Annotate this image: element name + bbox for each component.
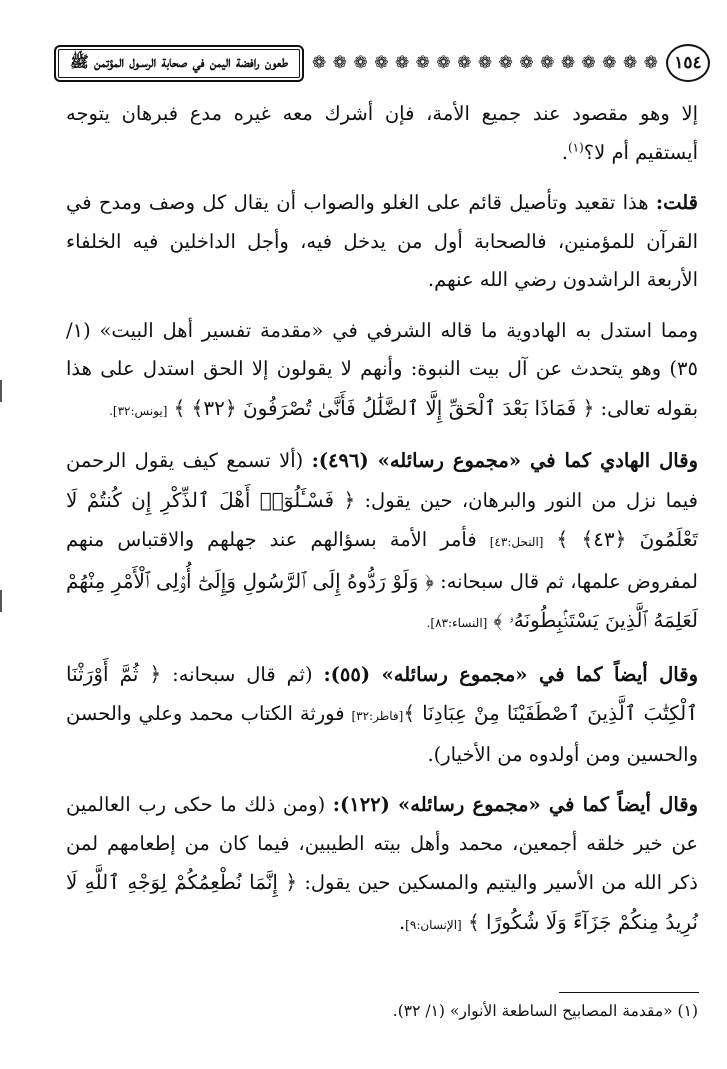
margin-mark bbox=[0, 590, 2, 612]
paragraph-3: ومما استدل به الهادوية ما قاله الشرفي في «مقدمة تفسير أهل البيت» (١/ ٣٥) وهو يتحدث عن آل بيت النبوة: وأنهم لا يقولون إلا الحق استدل على هذا بقوله تعالى: ﴿ فَمَاذَا بَعْدَ ٱلْحَقِّ إِلَّا ٱلضَّلَٰلُ فَأَنَّىٰ تُصْرَفُونَ ﴿٣٢﴾ ﴾ [يونس:٣٢]. bbox=[66, 318, 698, 420]
ornament-icon: ❁ bbox=[581, 53, 596, 73]
footnote-marker[interactable]: (١) bbox=[567, 140, 584, 154]
quran-verse: ﴿ فَسْـَٔلُوٓا۟ أَهْلَ ٱلذِّكْرِ إِن كُنتُمْ لَا تَعْلَمُونَ ﴿٤٣﴾ ﴾ bbox=[66, 487, 698, 551]
ornament-icon: ❁ bbox=[498, 53, 513, 73]
verse-reference: [فاطر:٣٢] bbox=[351, 709, 404, 723]
running-title: طعون رافضة اليمن في صحابة الرسـول المؤتمن ﷺ bbox=[54, 45, 304, 82]
ornament-icon: ❁ bbox=[540, 53, 555, 73]
footnote-separator bbox=[559, 992, 699, 993]
quran-verse: ﴿ فَمَاذَا بَعْدَ ٱلْحَقِّ إِلَّا ٱلضَّلَٰلُ فَأَنَّىٰ تُصْرَفُونَ ﴿٣٢﴾ ﴾ bbox=[173, 395, 595, 420]
paragraph-4: وقال الهادي كما في «مجموع رسائله» (٤٩٦): (ألا تسمع كيف يقول الرحمن فيما نزل من النور والبرهان، حين يقول: ﴿ فَسْـَٔلُوٓا۟ أَهْلَ ٱلذِّكْرِ إِن كُنتُمْ لَا تَعْلَمُونَ ﴿٤٣﴾ ﴾ [النحل:٤٣] فأمر الأمة بسؤالهم عند جهلهم والاقتباس منهم لمفروض علمها، ثم قال سبحانه: ﴿ وَلَوْ رَدُّوهُ إِلَى ٱلرَّسُولِ وَإِلَىٰٓ أُو۟لِى ٱلْأَمْرِ مِنْهُمْ لَعَلِمَهُ ٱلَّذِينَ يَسْتَنۢبِطُونَهُۥ ﴾ [النساء:٨٣]. bbox=[66, 449, 698, 632]
footnote: (١) «مقدمة المصابيح الساطعة الأنوار» (١/ ٣٢). bbox=[392, 1002, 698, 1020]
ornament-icon: ❁ bbox=[332, 53, 347, 73]
quran-verse: ﴿ وَلَوْ رَدُّوهُ إِلَى ٱلرَّسُولِ وَإِلَىٰٓ أُو۟لِى ٱلْأَمْرِ مِنْهُمْ لَعَلِمَهُ ٱلَّذِينَ يَسْتَنۢبِطُونَهُۥ ﴾ bbox=[66, 568, 698, 632]
paragraph-2: قلت: هذا تقعيد وتأصيل قائم على الغلو والصواب أن يقال كل وصف ومدح في القرآن للمؤمنين، فالصحابة أول من يدخل فيه، وأجل الداخلين فيه الخلفاء الأربعة الراشدون رضي الله عنهم. bbox=[66, 191, 698, 291]
ornament-icon: ❁ bbox=[457, 53, 472, 73]
ornament-icon: ❁ bbox=[602, 53, 617, 73]
verse-reference: [النحل:٤٣] bbox=[489, 535, 544, 549]
ornament-icon: ❁ bbox=[312, 53, 327, 73]
page-body bbox=[66, 95, 698, 950]
verse-reference: [الإنسان:٩] bbox=[405, 917, 462, 932]
ornament-icon: ❁ bbox=[560, 53, 576, 73]
ornament-icon: ❁ bbox=[353, 53, 368, 73]
ornament-icon: ❁ bbox=[374, 53, 389, 73]
paragraph-6: وقال أيضاً كما في «مجموع رسائله» (١٢٢): (ومن ذلك ما حكى رب العالمين عن خير خلقه أجمعين، محمد وأهل بيته الطيبين، فيما كان من إطعامهم لمن ذكر الله من الأسير واليتيم والمسكين حين يقول: ﴿ إِنَّمَا نُطْعِمُكُمْ لِوَجْهِ ٱللَّهِ لَا نُرِيدُ مِنكُمْ جَزَآءً وَلَا شُكُورًا ﴾ [الإنسان:٩]. bbox=[66, 793, 698, 934]
ornament-icon: ❁ bbox=[519, 53, 534, 73]
page-header bbox=[54, 40, 710, 86]
ornament-border bbox=[312, 53, 658, 73]
verse-reference: [يونس:٣٢]. bbox=[109, 403, 168, 418]
ornament-icon: ❁ bbox=[477, 53, 493, 73]
ornament-icon: ❁ bbox=[643, 53, 658, 73]
margin-mark bbox=[0, 380, 2, 402]
ornament-icon: ❁ bbox=[436, 53, 451, 73]
quran-verse: ﴿ إِنَّمَا نُطْعِمُكُمْ لِوَجْهِ ٱللَّهِ لَا نُرِيدُ مِنكُمْ جَزَآءً وَلَا شُكُورًا ﴾ bbox=[66, 870, 698, 934]
paragraph-1: إلا وهو مقصود عند جميع الأمة، فإن أشرك معه غيره مدع فبرهان يتوجه أيستقيم أم لا؟$^{(١)}$. bbox=[66, 102, 698, 164]
page-number: ١٥٤ bbox=[666, 44, 710, 82]
ornament-icon: ❁ bbox=[415, 53, 430, 73]
paragraph-5: وقال أيضاً كما في «مجموع رسائله» (٥٥): (ثم قال سبحانه: ﴿ ثُمَّ أَوْرَثْنَا ٱلْكِتَٰبَ ٱلَّذِينَ ٱصْطَفَيْنَا مِنْ عِبَادِنَا ﴾[فاطر:٣٢] فورثة الكتاب محمد وعلي والحسن والحسين ومن أولدوه من الأخيار). bbox=[66, 661, 698, 766]
verse-reference: [النساء:٨٣]. bbox=[426, 616, 488, 630]
quran-verse: ﴿ ثُمَّ أَوْرَثْنَا ٱلْكِتَٰبَ ٱلَّذِينَ ٱصْطَفَيْنَا مِنْ عِبَادِنَا ﴾ bbox=[66, 661, 698, 725]
ornament-icon: ❁ bbox=[623, 53, 638, 73]
ornament-icon: ❁ bbox=[394, 53, 410, 73]
